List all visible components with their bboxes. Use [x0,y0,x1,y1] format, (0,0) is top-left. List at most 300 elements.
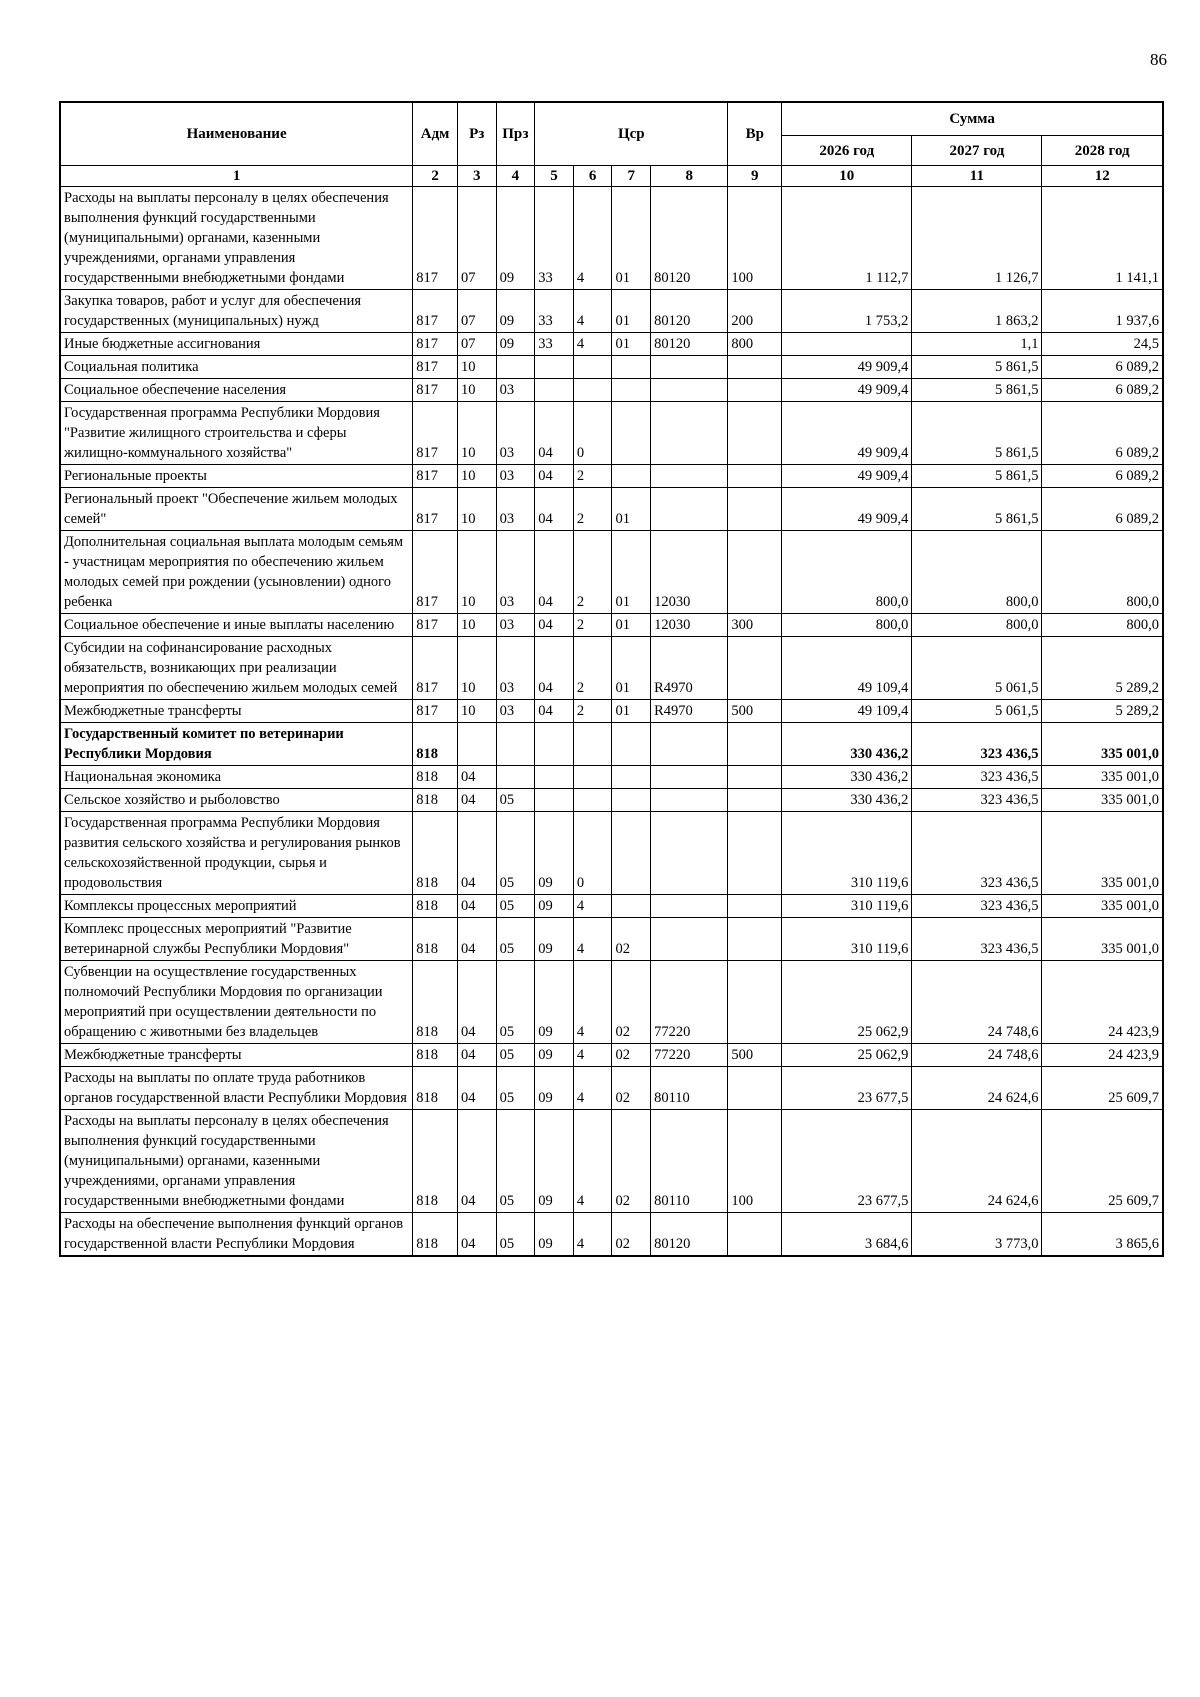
vr-cell [728,488,782,531]
rz-cell: 10 [457,637,496,700]
sum-2028-cell: 800,0 [1042,531,1163,614]
csr-part4-cell [651,766,728,789]
adm-cell: 818 [413,1213,458,1257]
sum-2027-cell: 5 061,5 [912,700,1042,723]
header-year-2027: 2027 год [912,136,1042,166]
sum-2026-cell: 23 677,5 [782,1110,912,1213]
rz-cell: 04 [457,895,496,918]
csr-part4-cell: 80120 [651,187,728,290]
sum-2026-cell: 49 909,4 [782,379,912,402]
adm-cell: 817 [413,187,458,290]
sum-2028-cell: 335 001,0 [1042,895,1163,918]
rz-cell: 04 [457,812,496,895]
vr-cell [728,637,782,700]
sum-2026-cell: 800,0 [782,531,912,614]
table-row [60,637,1163,700]
sum-2026-cell: 25 062,9 [782,1044,912,1067]
sum-2027-cell: 5 861,5 [912,402,1042,465]
rz-cell: 07 [457,333,496,356]
adm-cell: 817 [413,465,458,488]
csr-part2-cell [573,789,612,812]
column-number: 11 [912,166,1042,187]
vr-cell: 200 [728,290,782,333]
sum-2028-cell: 3 865,6 [1042,1213,1163,1257]
csr-part3-cell: 01 [612,290,651,333]
adm-cell: 818 [413,766,458,789]
csr-part4-cell [651,379,728,402]
sum-2027-cell: 3 773,0 [912,1213,1042,1257]
table-row [60,187,1163,290]
rz-cell: 04 [457,918,496,961]
row-name-cell: Социальное обеспечение и иные выплаты населению [60,614,413,637]
column-number: 4 [496,166,535,187]
sum-2028-cell: 335 001,0 [1042,766,1163,789]
sum-2026-cell: 1 753,2 [782,290,912,333]
sum-2028-cell: 6 089,2 [1042,379,1163,402]
prz-cell: 05 [496,812,535,895]
sum-2026-cell: 330 436,2 [782,723,912,766]
adm-cell: 818 [413,918,458,961]
csr-part2-cell: 4 [573,1213,612,1257]
vr-cell: 100 [728,187,782,290]
csr-part2-cell [573,379,612,402]
sum-2027-cell: 5 061,5 [912,637,1042,700]
sum-2028-cell: 24,5 [1042,333,1163,356]
csr-part4-cell [651,488,728,531]
prz-cell: 09 [496,333,535,356]
csr-part3-cell: 02 [612,1213,651,1257]
row-name-cell: Расходы на выплаты персоналу в целях обеспечения выполнения функций государственными (муниципальными) органами, казенными учреждениями, органами управления государственными внебюджетными фондами [60,1110,413,1213]
csr-part2-cell: 2 [573,488,612,531]
prz-cell: 03 [496,531,535,614]
sum-2028-cell: 5 289,2 [1042,700,1163,723]
sum-2026-cell: 310 119,6 [782,918,912,961]
prz-cell: 05 [496,1110,535,1213]
csr-part1-cell: 09 [535,812,574,895]
adm-cell: 817 [413,356,458,379]
prz-cell: 03 [496,402,535,465]
csr-part4-cell [651,723,728,766]
rz-cell: 10 [457,531,496,614]
csr-part2-cell: 2 [573,614,612,637]
vr-cell [728,961,782,1044]
vr-cell [728,895,782,918]
csr-part2-cell: 2 [573,700,612,723]
csr-part2-cell: 4 [573,1110,612,1213]
csr-part4-cell: 12030 [651,614,728,637]
csr-part3-cell: 02 [612,1110,651,1213]
csr-part3-cell: 02 [612,1067,651,1110]
rz-cell: 07 [457,187,496,290]
csr-part4-cell [651,465,728,488]
csr-part4-cell [651,789,728,812]
rz-cell: 04 [457,1044,496,1067]
csr-part1-cell: 09 [535,1213,574,1257]
table-row [60,700,1163,723]
row-name-cell: Государственная программа Республики Мордовия развития сельского хозяйства и регулирования рынков сельскохозяйственной продукции, сырья и продовольствия [60,812,413,895]
prz-cell [496,766,535,789]
csr-part1-cell: 09 [535,918,574,961]
prz-cell [496,723,535,766]
row-name-cell: Расходы на выплаты по оплате труда работников органов государственной власти Республики Мордовия [60,1067,413,1110]
prz-cell: 05 [496,1044,535,1067]
prz-cell: 05 [496,1067,535,1110]
csr-part4-cell [651,895,728,918]
adm-cell: 818 [413,961,458,1044]
sum-2026-cell: 49 109,4 [782,700,912,723]
csr-part3-cell: 01 [612,531,651,614]
row-name-cell: Региональный проект "Обеспечение жильем молодых семей" [60,488,413,531]
sum-2026-cell: 49 909,4 [782,465,912,488]
adm-cell: 817 [413,531,458,614]
sum-2028-cell: 335 001,0 [1042,723,1163,766]
csr-part1-cell: 33 [535,290,574,333]
adm-cell: 818 [413,1067,458,1110]
csr-part3-cell: 01 [612,488,651,531]
adm-cell: 817 [413,333,458,356]
sum-2028-cell: 6 089,2 [1042,402,1163,465]
rz-cell: 10 [457,379,496,402]
csr-part4-cell: 80120 [651,1213,728,1257]
csr-part3-cell [612,766,651,789]
table-row [60,614,1163,637]
sum-2028-cell: 25 609,7 [1042,1067,1163,1110]
csr-part1-cell: 09 [535,961,574,1044]
row-name-cell: Закупка товаров, работ и услуг для обеспечения государственных (муниципальных) нужд [60,290,413,333]
vr-cell [728,531,782,614]
adm-cell: 818 [413,1110,458,1213]
rz-cell: 10 [457,700,496,723]
csr-part3-cell [612,356,651,379]
header-prz: Прз [496,102,535,166]
csr-part1-cell: 09 [535,1067,574,1110]
column-number: 7 [612,166,651,187]
sum-2027-cell: 24 624,6 [912,1067,1042,1110]
csr-part3-cell [612,465,651,488]
sum-2028-cell: 6 089,2 [1042,488,1163,531]
header-name: Наименование [60,102,413,166]
csr-part1-cell: 04 [535,614,574,637]
csr-part3-cell: 01 [612,187,651,290]
vr-cell [728,1067,782,1110]
csr-part3-cell [612,812,651,895]
sum-2026-cell: 3 684,6 [782,1213,912,1257]
csr-part4-cell [651,402,728,465]
csr-part1-cell: 33 [535,333,574,356]
prz-cell: 03 [496,488,535,531]
table-row [60,356,1163,379]
vr-cell: 800 [728,333,782,356]
table-row [60,290,1163,333]
csr-part2-cell [573,766,612,789]
vr-cell [728,766,782,789]
column-number: 6 [573,166,612,187]
csr-part2-cell: 4 [573,333,612,356]
sum-2027-cell: 800,0 [912,531,1042,614]
table-row [60,918,1163,961]
table-row [60,723,1163,766]
csr-part3-cell [612,379,651,402]
prz-cell: 05 [496,789,535,812]
sum-2026-cell: 49 909,4 [782,356,912,379]
header-rz: Рз [457,102,496,166]
csr-part1-cell: 04 [535,700,574,723]
sum-2027-cell: 1,1 [912,333,1042,356]
sum-2027-cell: 800,0 [912,614,1042,637]
header-sum: Сумма [782,102,1163,136]
column-number: 1 [60,166,413,187]
vr-cell [728,465,782,488]
csr-part3-cell: 02 [612,961,651,1044]
sum-2026-cell: 49 109,4 [782,637,912,700]
sum-2028-cell: 800,0 [1042,614,1163,637]
csr-part1-cell [535,356,574,379]
row-name-cell: Национальная экономика [60,766,413,789]
vr-cell [728,356,782,379]
sum-2026-cell: 25 062,9 [782,961,912,1044]
csr-part3-cell: 01 [612,700,651,723]
csr-part1-cell [535,766,574,789]
table-row [60,1067,1163,1110]
sum-2028-cell: 1 141,1 [1042,187,1163,290]
csr-part3-cell: 02 [612,918,651,961]
csr-part3-cell: 02 [612,1044,651,1067]
sum-2027-cell: 24 748,6 [912,1044,1042,1067]
rz-cell: 04 [457,766,496,789]
vr-cell [728,918,782,961]
row-name-cell: Расходы на выплаты персоналу в целях обеспечения выполнения функций государственными (муниципальными) органами, казенными учреждениями, органами управления государственными внебюджетными фондами [60,187,413,290]
sum-2026-cell: 800,0 [782,614,912,637]
column-number: 2 [413,166,458,187]
header-year-2026: 2026 год [782,136,912,166]
prz-cell: 05 [496,961,535,1044]
vr-cell: 100 [728,1110,782,1213]
prz-cell: 03 [496,614,535,637]
adm-cell: 817 [413,614,458,637]
row-name-cell: Комплексы процессных мероприятий [60,895,413,918]
csr-part2-cell: 4 [573,918,612,961]
csr-part3-cell [612,789,651,812]
header-csr: Цср [535,102,728,166]
sum-2026-cell: 1 112,7 [782,187,912,290]
sum-2027-cell: 24 748,6 [912,961,1042,1044]
table-row [60,1213,1163,1257]
page-number: 86 [1150,50,1167,69]
csr-part4-cell: 80120 [651,290,728,333]
csr-part2-cell: 4 [573,895,612,918]
budget-table [59,101,1164,1257]
vr-cell [728,789,782,812]
rz-cell: 10 [457,402,496,465]
adm-cell: 818 [413,895,458,918]
row-name-cell: Межбюджетные трансферты [60,1044,413,1067]
vr-cell [728,379,782,402]
vr-cell: 500 [728,1044,782,1067]
rz-cell: 04 [457,1067,496,1110]
column-number: 10 [782,166,912,187]
column-number: 5 [535,166,574,187]
sum-2027-cell: 323 436,5 [912,789,1042,812]
csr-part1-cell: 04 [535,488,574,531]
vr-cell: 500 [728,700,782,723]
rz-cell: 10 [457,488,496,531]
table-body [60,187,1163,1257]
row-name-cell: Субвенции на осуществление государственных полномочий Республики Мордовия по организации мероприятий при осуществлении деятельности по обращению с животными без владельцев [60,961,413,1044]
sum-2028-cell: 1 937,6 [1042,290,1163,333]
csr-part1-cell [535,723,574,766]
adm-cell: 818 [413,789,458,812]
adm-cell: 818 [413,812,458,895]
row-name-cell: Расходы на обеспечение выполнения функций органов государственной власти Республики Мордовия [60,1213,413,1257]
row-name-cell: Межбюджетные трансферты [60,700,413,723]
table-row [60,961,1163,1044]
csr-part2-cell: 4 [573,1067,612,1110]
prz-cell: 03 [496,379,535,402]
rz-cell: 10 [457,465,496,488]
adm-cell: 817 [413,402,458,465]
adm-cell: 818 [413,1044,458,1067]
csr-part4-cell [651,356,728,379]
sum-2026-cell: 310 119,6 [782,812,912,895]
sum-2027-cell: 323 436,5 [912,812,1042,895]
csr-part1-cell: 09 [535,1044,574,1067]
row-name-cell: Социальное обеспечение населения [60,379,413,402]
sum-2026-cell: 330 436,2 [782,766,912,789]
csr-part4-cell [651,812,728,895]
csr-part4-cell: 80110 [651,1110,728,1213]
rz-cell: 04 [457,1110,496,1213]
row-name-cell: Субсидии на софинансирование расходных обязательств, возникающих при реализации мероприятия по обеспечению жильем молодых семей [60,637,413,700]
csr-part1-cell: 33 [535,187,574,290]
csr-part1-cell: 04 [535,402,574,465]
vr-cell: 300 [728,614,782,637]
rz-cell: 04 [457,789,496,812]
csr-part3-cell: 01 [612,333,651,356]
row-name-cell: Государственный комитет по ветеринарии Республики Мордовия [60,723,413,766]
vr-cell [728,723,782,766]
sum-2026-cell: 330 436,2 [782,789,912,812]
sum-2026-cell: 49 909,4 [782,402,912,465]
prz-cell: 05 [496,918,535,961]
prz-cell: 09 [496,290,535,333]
prz-cell: 09 [496,187,535,290]
sum-2027-cell: 1 126,7 [912,187,1042,290]
csr-part1-cell [535,379,574,402]
sum-2027-cell: 323 436,5 [912,766,1042,789]
csr-part2-cell: 4 [573,1044,612,1067]
sum-2027-cell: 24 624,6 [912,1110,1042,1213]
csr-part3-cell [612,723,651,766]
header-vr: Вр [728,102,782,166]
csr-part3-cell [612,895,651,918]
table-row [60,465,1163,488]
csr-part4-cell: 77220 [651,1044,728,1067]
csr-part4-cell: 12030 [651,531,728,614]
sum-2028-cell: 24 423,9 [1042,1044,1163,1067]
table-row [60,1110,1163,1213]
csr-part1-cell: 04 [535,531,574,614]
prz-cell: 03 [496,465,535,488]
table-row [60,531,1163,614]
csr-part1-cell: 04 [535,637,574,700]
csr-part4-cell: 80110 [651,1067,728,1110]
sum-2028-cell: 25 609,7 [1042,1110,1163,1213]
csr-part2-cell [573,356,612,379]
table-row [60,1044,1163,1067]
csr-part4-cell: 77220 [651,961,728,1044]
csr-part4-cell: R4970 [651,637,728,700]
csr-part2-cell: 0 [573,402,612,465]
sum-2027-cell: 323 436,5 [912,723,1042,766]
vr-cell [728,402,782,465]
csr-part1-cell: 09 [535,895,574,918]
sum-2028-cell: 335 001,0 [1042,789,1163,812]
csr-part4-cell: R4970 [651,700,728,723]
csr-part3-cell: 01 [612,614,651,637]
table-row [60,895,1163,918]
sum-2026-cell: 310 119,6 [782,895,912,918]
sum-2027-cell: 5 861,5 [912,356,1042,379]
csr-part2-cell: 2 [573,465,612,488]
table-row [60,789,1163,812]
rz-cell: 10 [457,356,496,379]
csr-part2-cell: 2 [573,637,612,700]
sum-2028-cell: 24 423,9 [1042,961,1163,1044]
csr-part2-cell: 2 [573,531,612,614]
rz-cell: 04 [457,961,496,1044]
table-row [60,812,1163,895]
column-number: 3 [457,166,496,187]
header-year-2028: 2028 год [1042,136,1163,166]
csr-part4-cell: 80120 [651,333,728,356]
row-name-cell: Сельское хозяйство и рыболовство [60,789,413,812]
header-adm: Адм [413,102,458,166]
sum-2028-cell: 6 089,2 [1042,356,1163,379]
sum-2027-cell: 5 861,5 [912,379,1042,402]
adm-cell: 817 [413,290,458,333]
row-name-cell: Комплекс процессных мероприятий "Развитие ветеринарной службы Республики Мордовия" [60,918,413,961]
csr-part2-cell: 0 [573,812,612,895]
prz-cell [496,356,535,379]
table-row [60,488,1163,531]
table-row [60,333,1163,356]
column-number: 8 [651,166,728,187]
table-row [60,402,1163,465]
vr-cell [728,812,782,895]
adm-cell: 817 [413,700,458,723]
adm-cell: 817 [413,637,458,700]
csr-part3-cell: 01 [612,637,651,700]
sum-2026-cell: 23 677,5 [782,1067,912,1110]
sum-2027-cell: 5 861,5 [912,465,1042,488]
sum-2027-cell: 1 863,2 [912,290,1042,333]
table-row [60,379,1163,402]
rz-cell: 07 [457,290,496,333]
csr-part3-cell [612,402,651,465]
csr-part1-cell: 09 [535,1110,574,1213]
prz-cell: 05 [496,1213,535,1257]
row-name-cell: Государственная программа Республики Мордовия "Развитие жилищного строительства и сферы жилищно-коммунального хозяйства" [60,402,413,465]
prz-cell: 03 [496,700,535,723]
sum-2027-cell: 5 861,5 [912,488,1042,531]
table-row [60,766,1163,789]
prz-cell: 03 [496,637,535,700]
vr-cell [728,1213,782,1257]
column-number-row [60,166,1163,187]
row-name-cell: Иные бюджетные ассигнования [60,333,413,356]
rz-cell: 04 [457,1213,496,1257]
csr-part2-cell [573,723,612,766]
